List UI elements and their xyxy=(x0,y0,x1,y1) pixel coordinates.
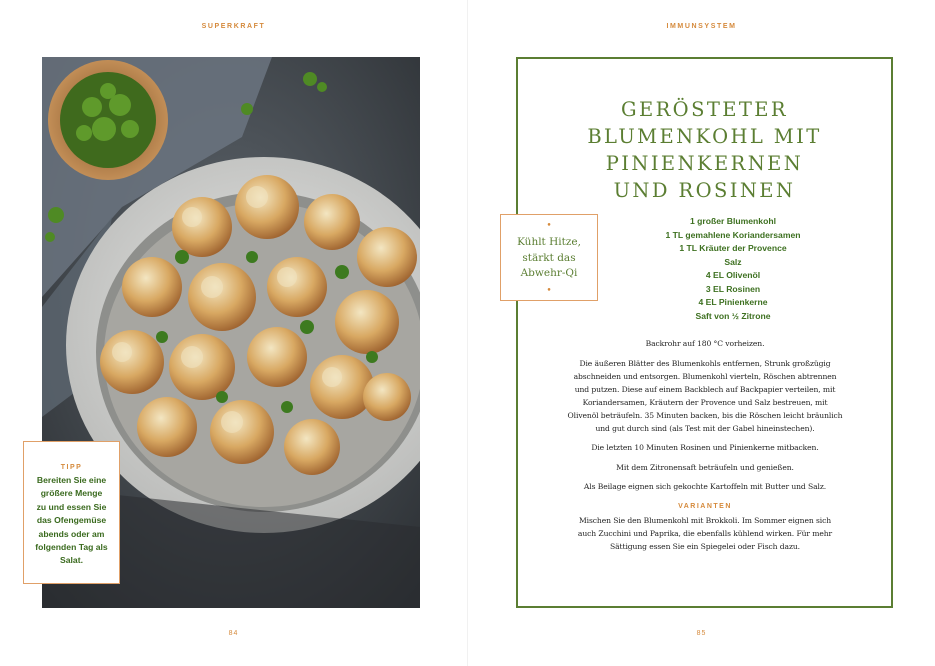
title-line: PINIENKERNEN xyxy=(605,152,804,175)
variants-label: VARIANTEN xyxy=(678,502,732,510)
page-number-left: 84 xyxy=(228,630,239,637)
variants-line: Sättigung essen Sie ein Spiegelei oder Fisch dazu. xyxy=(610,541,800,551)
method-line: Backrohr auf 180 °C vorheizen. xyxy=(645,339,765,348)
tip-line: zu und essen Sie xyxy=(36,501,107,512)
recipe-title xyxy=(516,96,893,204)
method-line: Koriandersamen, Kräutern der Provence und Salz bestreuen, mit xyxy=(582,397,828,407)
method-text xyxy=(540,337,870,553)
method-line: und putzen. Diese auf einem Backblech auf Backpapier verteilen, mit xyxy=(574,384,836,394)
tip-line: folgenden Tag als xyxy=(35,542,108,553)
variants-line: auch Zucchini und Paprika, die ebenfalls kühlend wirken. Für mehr xyxy=(577,528,833,538)
variants-line: Mischen Sie den Blumenkohl mit Brokkoli. Im Sommer eignen sich xyxy=(578,515,832,525)
bullet-dot: • xyxy=(546,221,552,231)
ingredient-item: 4 EL Olivenöl xyxy=(705,270,761,280)
title-line: UND ROSINEN xyxy=(613,179,796,202)
tip-line: abends oder am xyxy=(38,528,105,539)
tip-line: Salat. xyxy=(60,555,83,566)
tip-line: größere Menge xyxy=(40,488,103,499)
callout-line: Kühlt Hitze, xyxy=(517,236,581,248)
method-line: abschneiden und entsorgen. Blumenkohl vierteln, Röschen abtrennen xyxy=(573,371,837,381)
left-page xyxy=(0,0,467,666)
method-step xyxy=(540,337,870,350)
method-line: Die letzten 10 Minuten Rosinen und Pinienkerne mitbacken. xyxy=(591,443,819,452)
running-head-right: IMMUNSYSTEM xyxy=(666,23,737,30)
tip-label: TIPP xyxy=(60,464,83,471)
callout-text xyxy=(501,235,597,282)
ingredient-item: Salz xyxy=(724,256,742,267)
method-line: Mit dem Zitronensaft beträufeln und genießen. xyxy=(616,462,794,472)
ingredient-item: 1 TL Kräuter der Provence xyxy=(679,243,787,253)
running-head-left: SUPERKRAFT xyxy=(201,23,266,30)
callout-line: stärkt das xyxy=(522,251,576,264)
ingredient-list xyxy=(608,215,858,323)
tip-box xyxy=(23,441,120,584)
method-line: Olivenöl beträufeln. 35 Minuten backen, bis die Röschen leicht bräunlich xyxy=(567,410,843,420)
tip-line: das Ofengemüse xyxy=(36,515,107,526)
method-line: und gut durch sind (als Test mit der Gabel hineinstechen). xyxy=(595,423,815,433)
right-page xyxy=(468,0,935,666)
ingredient-item: 3 EL Rosinen xyxy=(705,283,761,294)
page-number-right: 85 xyxy=(696,630,707,637)
method-step xyxy=(540,441,870,454)
ingredient-item: 4 EL Pinienkerne xyxy=(698,297,768,307)
bullet-dot: • xyxy=(546,285,552,296)
benefit-callout xyxy=(500,214,598,301)
ingredient-item: 1 TL gemahlene Koriandersamen xyxy=(665,229,801,240)
ingredient-item: 1 großer Blumenkohl xyxy=(690,216,776,226)
method-step xyxy=(540,480,870,493)
title-line: GERÖSTETER xyxy=(620,98,788,121)
tip-text xyxy=(24,474,119,568)
tip-line: Bereiten Sie eine xyxy=(36,475,107,485)
callout-line: Abwehr-Qi xyxy=(520,267,578,279)
title-line: BLUMENKOHL MIT xyxy=(587,125,822,148)
method-line: Als Beilage eignen sich gekochte Kartoffeln mit Butter und Salz. xyxy=(583,482,827,491)
method-step xyxy=(540,461,870,474)
ingredient-item: Saft von ½ Zitrone xyxy=(695,310,771,321)
method-line: Die äußeren Blätter des Blumenkohls entfernen, Strunk großzügig xyxy=(579,358,831,368)
